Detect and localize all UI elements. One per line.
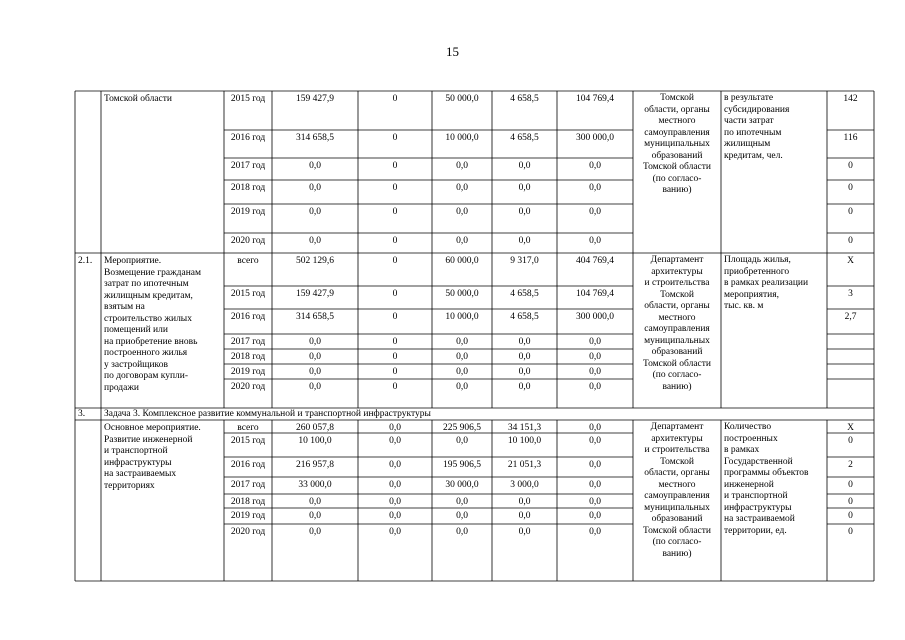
local-cell: 0,0 (518, 183, 531, 193)
executor-text: местного (658, 479, 696, 490)
other-cell: 404 769,4 (576, 256, 614, 266)
activity-name: и транспортной (104, 446, 168, 456)
period-cell: 2019 год (230, 207, 266, 217)
executor-text: Томской области (643, 525, 711, 536)
executor-text: образований (651, 150, 703, 161)
period-cell: 2018 год (230, 183, 266, 193)
indicator-value: 0 (848, 161, 853, 171)
indicator-value: 0 (848, 207, 853, 217)
other-cell: 0,0 (589, 367, 601, 377)
activity-name: продажи (104, 382, 140, 393)
executor-text: муниципальных (644, 335, 710, 346)
indicator-text: Количество (724, 422, 772, 432)
indicator-text: на застраиваемой (724, 514, 795, 524)
indicator-value: 0 (848, 183, 853, 193)
indicator-text: в результате (724, 93, 774, 103)
local-cell: 0,0 (518, 207, 531, 217)
federal-cell: 0 (392, 382, 398, 392)
regional-cell: 0,0 (456, 436, 468, 446)
period-cell: 2017 год (230, 161, 266, 171)
activity-name: жилищным кредитам, (104, 290, 193, 301)
indicator-text: части затрат (724, 116, 774, 126)
activity-name: Томской области (104, 94, 172, 104)
regional-cell: 60 000,0 (445, 256, 479, 266)
period-cell: 2016 год (230, 460, 266, 470)
executor-text: местного (658, 116, 696, 126)
executor-text: самоуправления (644, 324, 710, 334)
activity-name: взятым на (104, 302, 145, 312)
period-cell: 2015 год (230, 94, 266, 104)
executor-text: самоуправления (644, 491, 710, 501)
federal-cell: 0 (392, 352, 398, 362)
local-cell: 0,0 (518, 161, 531, 171)
local-cell: 0,0 (518, 497, 531, 507)
indicator-text: Площадь жилья, (724, 255, 791, 265)
executor-text: и строительства (644, 445, 710, 455)
other-cell: 0,0 (589, 236, 601, 246)
activity-name: помещений или (104, 325, 168, 335)
executor-text: образований (651, 514, 703, 524)
indicator-text: программы объектов (724, 468, 809, 478)
federal-cell: 0,0 (389, 423, 401, 433)
local-cell: 0,0 (518, 511, 531, 521)
other-cell: 0,0 (589, 460, 601, 470)
local-cell: 0,0 (518, 337, 531, 347)
row-number: 2.1. (78, 256, 93, 266)
federal-cell: 0 (392, 207, 398, 217)
other-cell: 0,0 (589, 183, 601, 193)
federal-cell: 0,0 (389, 497, 401, 507)
total-cell: 33 000,0 (298, 480, 332, 490)
local-cell: 4 658,5 (510, 133, 539, 143)
regional-cell: 0,0 (456, 352, 468, 362)
period-cell: 2017 год (230, 337, 266, 347)
activity-name: инфраструктуры (104, 457, 172, 468)
local-cell: 0,0 (518, 352, 531, 362)
activity-name: Основное мероприятие. (104, 423, 201, 433)
other-cell: 0,0 (589, 382, 601, 392)
executor-text: области, органы (644, 301, 710, 311)
indicator-text: в рамках реализации (724, 278, 809, 288)
local-cell: 0,0 (518, 527, 531, 537)
total-cell: 0,0 (309, 352, 321, 362)
other-cell: 0,0 (589, 423, 601, 433)
indicator-text: кредитам, чел. (724, 150, 783, 161)
other-cell: 0,0 (589, 161, 601, 171)
regional-cell: 0,0 (456, 236, 468, 246)
indicator-text: тыс. кв. м (724, 301, 764, 311)
federal-cell: 0 (392, 367, 398, 377)
indicator-text: инженерной (724, 479, 774, 490)
activity-name: территориях (104, 480, 155, 491)
period-cell: 2015 год (230, 436, 266, 446)
activity-name: на приобретение вновь (104, 336, 198, 347)
period-cell: 2020 год (230, 236, 266, 246)
total-cell: 0,0 (309, 337, 321, 347)
regional-cell: 0,0 (456, 207, 468, 217)
total-cell: 159 427,9 (296, 94, 334, 104)
period-cell: 2020 год (230, 527, 266, 537)
indicator-text: построенных (724, 433, 778, 444)
executor-text: (по согласо- (652, 370, 702, 380)
activity-name: Возмещение гражданам (104, 267, 202, 278)
federal-cell: 0,0 (389, 527, 401, 537)
activity-name: на застраиваемых (104, 469, 177, 479)
regional-cell: 50 000,0 (445, 94, 479, 104)
regional-cell: 0,0 (456, 511, 468, 521)
total-cell: 0,0 (309, 236, 321, 246)
indicator-text: жилищным (724, 139, 771, 149)
page-number: 15 (446, 44, 459, 59)
executor-text: Томской (660, 289, 694, 300)
local-cell: 34 151,3 (507, 423, 542, 433)
indicator-value: 142 (843, 94, 858, 104)
federal-cell: 0 (392, 289, 398, 299)
indicator-text: Государственной (724, 456, 793, 467)
executor-text: архитектуры (651, 266, 703, 277)
regional-cell: 10 000,0 (445, 312, 479, 322)
other-cell: 0,0 (589, 207, 601, 217)
federal-cell: 0,0 (389, 480, 401, 490)
executor-text: Томской области (643, 162, 711, 172)
executor-text: ванию) (662, 548, 692, 559)
other-cell: 300 000,0 (576, 312, 614, 322)
total-cell: 10 100,0 (298, 436, 332, 446)
period-cell: 2020 год (230, 382, 266, 392)
executor-text: архитектуры (651, 433, 703, 444)
indicator-value: 0 (848, 480, 853, 490)
period-cell: 2015 год (230, 289, 266, 299)
executor-text: самоуправления (644, 127, 710, 138)
activity-name: Мероприятие. (104, 256, 162, 266)
executor-text: муниципальных (644, 139, 710, 149)
regional-cell: 10 000,0 (445, 133, 479, 143)
federal-cell: 0,0 (389, 511, 401, 521)
period-cell: 2019 год (230, 511, 266, 521)
total-cell: 159 427,9 (296, 289, 334, 299)
local-cell: 0,0 (518, 236, 531, 246)
period-cell: всего (237, 256, 259, 266)
activity-name: строительство жилых (104, 313, 192, 324)
local-cell: 0,0 (518, 382, 531, 392)
total-cell: 314 658,5 (296, 133, 334, 143)
indicator-value: 0 (848, 527, 853, 537)
indicator-text: инфраструктуры (724, 502, 792, 513)
period-cell: 2017 год (230, 480, 266, 490)
period-cell: 2018 год (230, 497, 266, 507)
indicator-value: 0 (848, 511, 853, 521)
regional-cell: 0,0 (456, 337, 468, 347)
indicator-text: в рамках (724, 445, 760, 455)
total-cell: 0,0 (309, 382, 321, 392)
task-title: Задача 3. Комплексное развитие коммунальной и транспортной инфраструктуры (104, 409, 431, 419)
executor-text: области, органы (644, 468, 710, 478)
executor-text: Томской области (643, 358, 711, 369)
local-cell: 9 317,0 (510, 256, 539, 266)
other-cell: 0,0 (589, 497, 601, 507)
federal-cell: 0 (392, 337, 398, 347)
regional-cell: 225 906,5 (443, 423, 481, 433)
federal-cell: 0 (392, 161, 398, 171)
indicator-value: Х (847, 256, 854, 266)
regional-cell: 0,0 (456, 367, 468, 377)
total-cell: 0,0 (309, 367, 321, 377)
executor-text: Томской (660, 93, 694, 103)
activity-name: Развитие инженерной (104, 434, 193, 445)
executor-text: и строительства (644, 278, 710, 288)
other-cell: 0,0 (589, 511, 601, 521)
indicator-text: территории, ед. (724, 525, 787, 536)
indicator-value: 0 (848, 436, 853, 446)
activity-name: у застройщиков (104, 359, 168, 370)
federal-cell: 0 (392, 312, 398, 322)
total-cell: 0,0 (309, 511, 321, 521)
federal-cell: 0,0 (389, 436, 401, 446)
regional-cell: 0,0 (456, 183, 468, 193)
activity-name: по договорам купли- (104, 371, 189, 381)
local-cell: 21 051,3 (507, 460, 542, 470)
indicator-value: 116 (843, 133, 858, 143)
other-cell: 0,0 (589, 480, 601, 490)
executor-text: ванию) (662, 185, 692, 195)
local-cell: 10 100,0 (507, 436, 542, 446)
indicator-value: 0 (848, 236, 853, 246)
regional-cell: 0,0 (456, 527, 468, 537)
other-cell: 0,0 (589, 352, 601, 362)
local-cell: 3 000,0 (510, 480, 539, 490)
federal-cell: 0 (392, 94, 398, 104)
indicator-value: Х (847, 423, 854, 433)
period-cell: 2019 год (230, 367, 266, 377)
executor-text: области, органы (644, 104, 710, 115)
federal-cell: 0 (392, 133, 398, 143)
total-cell: 0,0 (309, 161, 321, 171)
period-cell: всего (237, 423, 259, 433)
other-cell: 104 769,4 (576, 94, 614, 104)
local-cell: 4 658,5 (510, 94, 539, 104)
executor-text: (по согласо- (652, 173, 702, 184)
indicator-value: 3 (848, 289, 853, 299)
period-cell: 2016 год (230, 133, 266, 143)
regional-cell: 30 000,0 (445, 480, 479, 490)
regional-cell: 0,0 (456, 497, 468, 507)
regional-cell: 0,0 (456, 382, 468, 392)
local-cell: 4 658,5 (510, 312, 539, 322)
executor-text: образований (651, 347, 703, 357)
executor-text: Департамент (650, 255, 704, 265)
local-cell: 0,0 (518, 367, 531, 377)
indicator-text: по ипотечным (724, 127, 782, 138)
federal-cell: 0 (392, 236, 398, 246)
period-cell: 2016 год (230, 312, 266, 322)
indicator-text: и транспортной (724, 491, 788, 501)
federal-cell: 0 (392, 256, 398, 266)
indicator-value: 0 (848, 497, 853, 507)
local-cell: 4 658,5 (510, 289, 539, 299)
indicator-text: мероприятия, (724, 289, 779, 300)
period-cell: 2018 год (230, 352, 266, 362)
other-cell: 300 000,0 (576, 133, 614, 143)
row-number: 3. (78, 409, 86, 419)
total-cell: 502 129,6 (296, 256, 334, 266)
total-cell: 0,0 (309, 527, 321, 537)
total-cell: 0,0 (309, 497, 321, 507)
total-cell: 260 057,8 (296, 423, 334, 433)
activity-name: построенного жилья (104, 348, 188, 358)
other-cell: 0,0 (589, 527, 601, 537)
regional-cell: 50 000,0 (445, 289, 479, 299)
other-cell: 0,0 (589, 337, 601, 347)
regional-cell: 195 906,5 (443, 460, 481, 470)
total-cell: 0,0 (309, 207, 321, 217)
executor-text: (по согласо- (652, 537, 702, 547)
executor-text: Департамент (650, 422, 704, 432)
total-cell: 314 658,5 (296, 312, 334, 322)
executor-text: муниципальных (644, 502, 710, 513)
federal-cell: 0 (392, 183, 398, 193)
other-cell: 0,0 (589, 436, 601, 446)
other-cell: 104 769,4 (576, 289, 614, 299)
indicator-value: 2,7 (844, 312, 857, 322)
total-cell: 0,0 (309, 183, 321, 193)
indicator-text: приобретенного (724, 266, 790, 277)
executor-text: Томской (660, 456, 694, 467)
activity-name: затрат по ипотечным (104, 279, 189, 289)
executor-text: ванию) (662, 381, 692, 392)
indicator-text: субсидирования (724, 104, 790, 115)
federal-cell: 0,0 (389, 460, 401, 470)
indicator-value: 2 (848, 460, 853, 470)
regional-cell: 0,0 (456, 161, 468, 171)
executor-text: местного (658, 312, 696, 323)
total-cell: 216 957,8 (296, 460, 334, 470)
